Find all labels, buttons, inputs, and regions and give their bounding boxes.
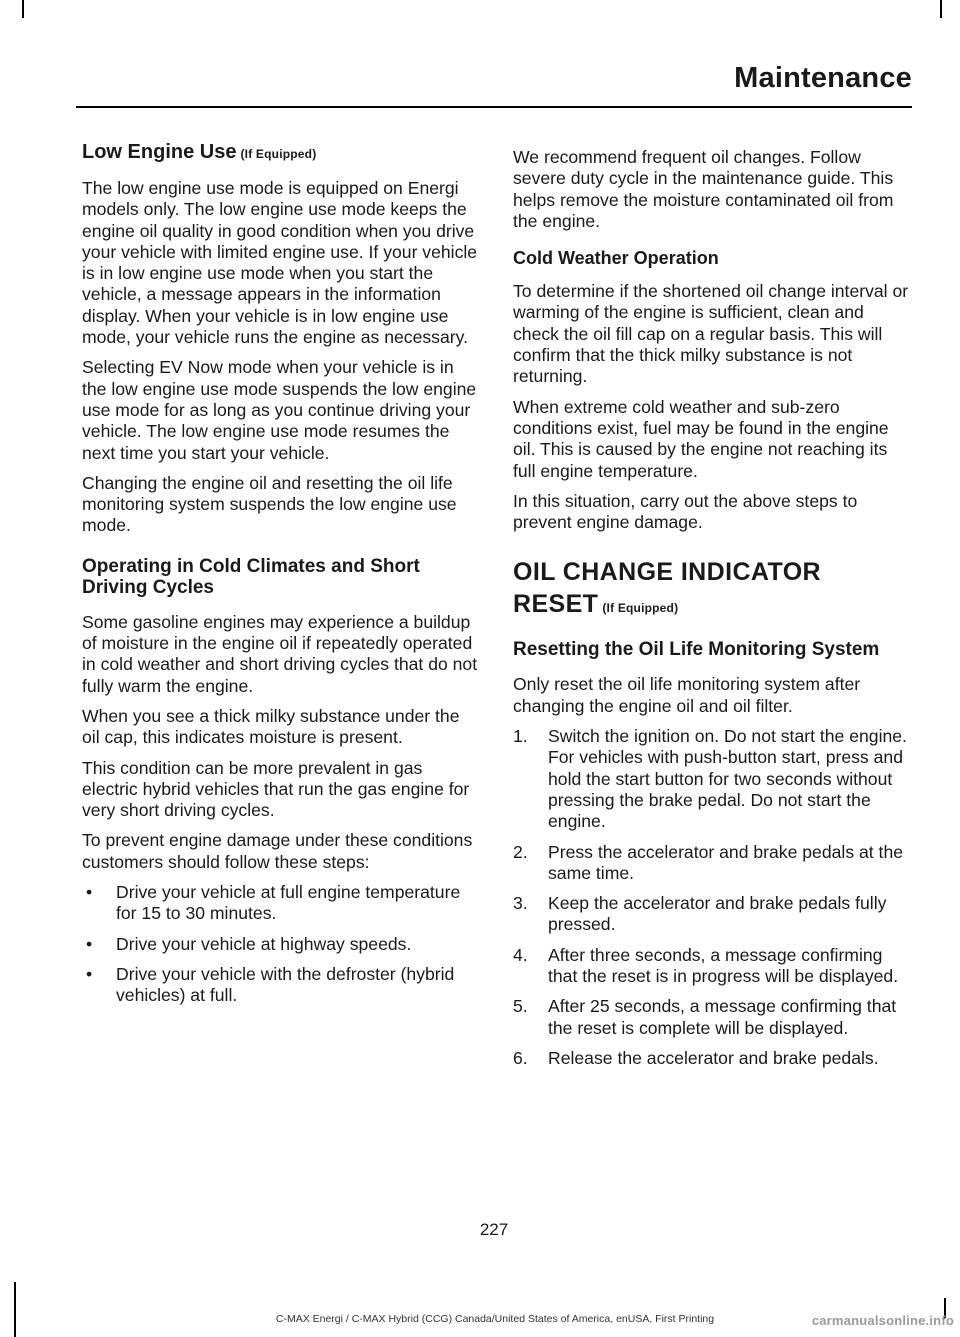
heading-line — [513, 589, 911, 623]
step-number: 2. — [513, 841, 528, 862]
step-number: 4. — [513, 944, 528, 965]
list-item — [513, 1048, 911, 1069]
bullet-marker: • — [86, 963, 93, 984]
step-text: After 25 seconds, a message confirming that the reset is complete will be displayed. — [548, 996, 897, 1038]
step-number: 3. — [513, 893, 528, 914]
heading-line: OIL CHANGE INDICATOR — [513, 558, 822, 587]
step-number: 6. — [513, 1047, 528, 1068]
step-number: 5. — [513, 996, 528, 1017]
resetting-oil-life-heading: Resetting the Oil Life Monitoring System — [513, 639, 880, 661]
paragraph: Selecting EV Now mode when your vehicle is in the low engine use mode suspends the low engine use mode for as long as you continue driving your vehicle. The low engine use mode resumes the next time you start your vehicle. — [82, 357, 477, 463]
if-equipped-label: (If Equipped) — [240, 147, 317, 161]
watermark: carmanualsonline.info — [811, 1313, 954, 1328]
paragraph: We recommend frequent oil changes. Follow severe duty cycle in the maintenance guide. This helps remove the moisture contaminated oil from the engine. — [513, 147, 894, 231]
step-text: Press the accelerator and brake pedals at the same time. — [548, 841, 904, 883]
crop-mark-top-right — [940, 0, 942, 18]
list-item — [513, 726, 911, 832]
reset-steps-list — [513, 726, 911, 1069]
paragraph: When you see a thick milky substance under the oil cap, this indicates moisture is present. — [82, 705, 460, 748]
heading-reset-word: RESET — [513, 590, 599, 619]
steps-bullet-list — [82, 882, 480, 1006]
paragraph: In this situation, carry out the above steps to prevent engine damage. — [513, 490, 858, 533]
list-item — [513, 842, 911, 885]
list-item-text: Drive your vehicle with the defroster (hybrid vehicles) at full. — [116, 963, 455, 1006]
step-text: After three seconds, a message confirming that the reset is in progress will be displayed. — [548, 944, 899, 987]
crop-mark-top-left — [22, 0, 24, 18]
list-item — [513, 945, 911, 988]
list-item — [513, 893, 911, 936]
page-title: Maintenance — [734, 62, 912, 94]
left-column — [82, 140, 480, 1016]
paragraph: The low engine use mode is equipped on Energi models only. The low engine use mode keeps the engine oil quality in good condition when you drive your vehicle with limited engine use. If your vehicle is in low engine use mode when you start the vehicle, a message appears in the information display. When your vehicle is in low engine use mode, your vehicle runs the engine as necessary. — [82, 178, 478, 348]
list-item — [513, 996, 911, 1039]
cold-climates-heading: Operating in Cold Climates and Short Driving Cycles — [82, 555, 420, 598]
low-engine-use-title: Low Engine Use — [82, 141, 237, 163]
paragraph: This condition can be more prevalent in gas electric hybrid vehicles that run the gas engine for very short driving cycles. — [82, 757, 470, 821]
paragraph: When extreme cold weather and sub-zero conditions exist, fuel may be found in the engine oil. This is caused by the engine not reaching its full engine temperature. — [513, 396, 889, 481]
step-text: Switch the ignition on. Do not start the engine. For vehicles with push-button start, press and hold the start button for two seconds without pressing the brake pedal. Do not start the engine. — [548, 726, 907, 832]
oil-change-indicator-heading — [513, 557, 911, 623]
paragraph: Some gasoline engines may experience a buildup of moisture in the engine oil if repeatedly operated in cold weather and short driving cycles that do not fully warm the engine. — [82, 611, 478, 696]
right-column — [513, 147, 911, 1078]
list-item — [82, 964, 480, 1007]
if-equipped-label: (If Equipped) — [602, 601, 679, 616]
list-item-text: Drive your vehicle at full engine temperature for 15 to 30 minutes. — [116, 882, 461, 924]
bullet-marker: • — [86, 933, 93, 954]
step-text: Release the accelerator and brake pedals. — [548, 1047, 879, 1068]
low-engine-use-heading — [82, 140, 480, 166]
list-item — [82, 882, 480, 925]
footer-text: C-MAX Energi / C-MAX Hybrid (CCG) Canada/United States of America, enUSA, First Printing — [275, 1313, 715, 1325]
paragraph: Only reset the oil life monitoring system after changing the engine oil and oil filter. — [513, 674, 861, 716]
page-number: 227 — [479, 1220, 509, 1239]
list-item — [82, 934, 480, 955]
step-text: Keep the accelerator and brake pedals fully pressed. — [548, 893, 887, 935]
bullet-marker: • — [86, 882, 93, 903]
paragraph: Changing the engine oil and resetting the oil life monitoring system suspends the low engine use mode. — [82, 472, 457, 536]
step-number: 1. — [513, 726, 528, 747]
crop-mark-bottom-left — [14, 1282, 16, 1337]
cold-weather-heading: Cold Weather Operation — [513, 248, 719, 269]
paragraph: To prevent engine damage under these conditions customers should follow these steps: — [82, 830, 473, 872]
header-divider — [76, 106, 912, 108]
list-item-text: Drive your vehicle at highway speeds. — [116, 933, 412, 954]
paragraph: To determine if the shortened oil change interval or warming of the engine is sufficient, clean and check the oil fill cap on a regular basis. This will confirm that the thick milky substance is not returning. — [513, 281, 909, 387]
